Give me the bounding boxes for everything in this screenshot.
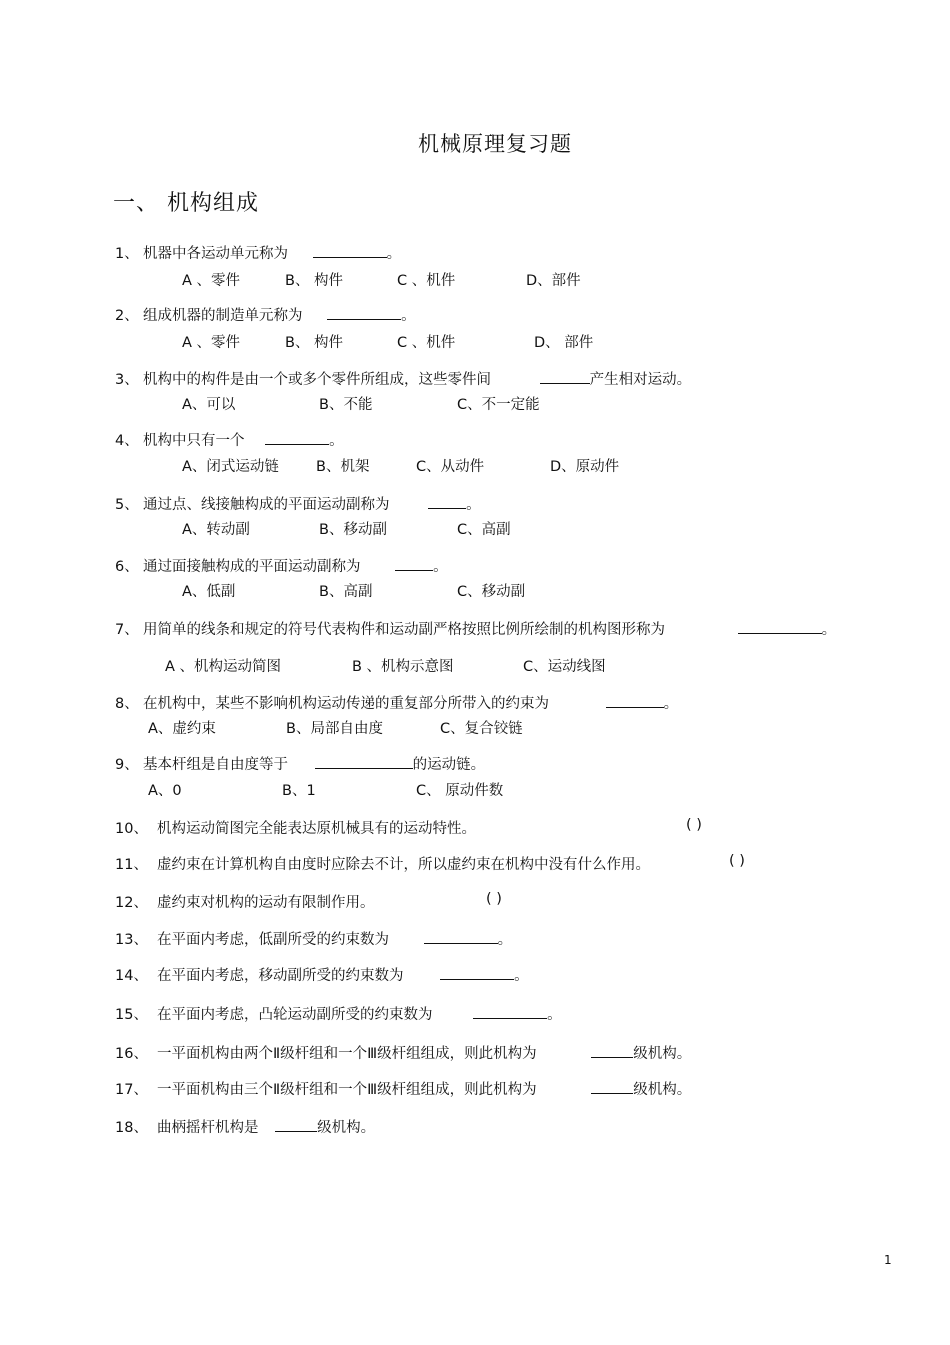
answer-blank[interactable] xyxy=(395,557,433,571)
question-suffix: 。 xyxy=(821,622,837,638)
option-b[interactable]: B、局部自由度 xyxy=(286,721,383,737)
question-number: 2、 xyxy=(115,308,139,324)
question-text: 机器中各运动单元称为 xyxy=(143,246,288,262)
question-text: 一平面机构由三个Ⅱ级杆组和一个Ⅲ级杆组组成，则此机构为 xyxy=(157,1082,537,1098)
question-suffix: 级机构。 xyxy=(633,1082,692,1098)
option-a[interactable]: A、低副 xyxy=(182,584,236,600)
true-false-bracket[interactable]: ( ) xyxy=(486,891,502,907)
question-15 xyxy=(115,1003,562,1024)
question-11 xyxy=(115,853,650,874)
question-suffix: 。 xyxy=(329,433,344,449)
question-text: 曲柄摇杆机构是 xyxy=(157,1120,259,1136)
option-c[interactable]: C、不一定能 xyxy=(457,397,540,413)
option-b[interactable]: B、不能 xyxy=(319,397,373,413)
question-14 xyxy=(115,964,529,985)
option-d[interactable]: D、部件 xyxy=(526,273,581,289)
question-number: 8、 xyxy=(115,696,139,712)
question-12 xyxy=(115,891,375,912)
question-5 xyxy=(115,493,481,514)
answer-blank[interactable] xyxy=(315,755,413,769)
answer-blank[interactable] xyxy=(428,495,466,509)
true-false-bracket[interactable]: ( ) xyxy=(686,817,702,833)
question-suffix: 。 xyxy=(433,559,448,575)
option-c[interactable]: C、运动线图 xyxy=(523,659,606,675)
question-3 xyxy=(115,368,691,389)
question-2 xyxy=(115,304,416,325)
question-text: 用简单的线条和规定的符号代表构件和运动副严格按照比例所绘制的机构图形称为 xyxy=(143,622,665,638)
question-suffix: 。 xyxy=(466,497,481,513)
option-b[interactable]: B 、机构示意图 xyxy=(352,659,454,675)
question-number: 13、 xyxy=(115,932,148,948)
question-suffix: 级机构。 xyxy=(633,1046,692,1062)
page-number: 1 xyxy=(884,1253,892,1267)
question-suffix: 的运动链。 xyxy=(412,757,486,773)
question-suffix: 。 xyxy=(547,1007,562,1023)
question-number: 14、 xyxy=(115,968,148,984)
question-text: 组成机器的制造单元称为 xyxy=(143,308,303,324)
option-b[interactable]: B、1 xyxy=(282,783,316,799)
question-16 xyxy=(115,1042,691,1063)
question-9 xyxy=(115,753,485,774)
question-text: 在平面内考虑，低副所受的约束数为 xyxy=(157,932,389,948)
option-b[interactable]: B、 构件 xyxy=(285,335,344,351)
answer-blank[interactable] xyxy=(440,966,514,980)
option-a[interactable]: A 、零件 xyxy=(182,273,241,289)
question-text: 在平面内考虑，凸轮运动副所受的约束数为 xyxy=(157,1007,433,1023)
question-text: 通过面接触构成的平面运动副称为 xyxy=(143,559,361,575)
question-suffix: 。 xyxy=(401,308,416,324)
question-number: 10、 xyxy=(115,821,148,837)
question-number: 6、 xyxy=(115,559,139,575)
answer-blank[interactable] xyxy=(591,1044,633,1058)
option-a[interactable]: A、转动副 xyxy=(182,522,250,538)
question-suffix: 。 xyxy=(514,968,529,984)
question-13 xyxy=(115,928,512,949)
answer-blank[interactable] xyxy=(424,930,498,944)
answer-blank[interactable] xyxy=(265,431,329,445)
question-text: 虚约束在计算机构自由度时应除去不计，所以虚约束在机构中没有什么作用。 xyxy=(157,857,650,873)
question-10 xyxy=(115,817,476,838)
option-a[interactable]: A、0 xyxy=(148,783,182,799)
option-b[interactable]: B、移动副 xyxy=(319,522,387,538)
option-a[interactable]: A、虚约束 xyxy=(148,721,216,737)
option-a[interactable]: A、闭式运动链 xyxy=(182,459,279,475)
question-text: 虚约束对机构的运动有限制作用。 xyxy=(157,895,375,911)
question-suffix: 。 xyxy=(386,246,402,262)
option-a[interactable]: A 、零件 xyxy=(182,335,241,351)
question-number: 7、 xyxy=(115,622,139,638)
answer-blank[interactable] xyxy=(313,244,387,258)
question-suffix: 。 xyxy=(663,696,679,712)
question-suffix: 产生相对运动。 xyxy=(589,372,692,388)
question-number: 18、 xyxy=(115,1120,148,1136)
question-17 xyxy=(115,1078,691,1099)
question-number: 5、 xyxy=(115,497,139,513)
question-number: 1、 xyxy=(115,246,139,262)
question-text: 机构中的构件是由一个或多个零件所组成，这些零件间 xyxy=(143,372,491,388)
question-number: 16、 xyxy=(115,1046,148,1062)
option-c[interactable]: C、从动件 xyxy=(416,459,485,475)
question-number: 11、 xyxy=(115,857,148,873)
question-6 xyxy=(115,555,448,576)
answer-blank[interactable] xyxy=(540,370,590,384)
option-c[interactable]: C、高副 xyxy=(457,522,511,538)
page-title: 机械原理复习题 xyxy=(418,132,572,156)
question-1 xyxy=(115,242,401,263)
option-b[interactable]: B、 构件 xyxy=(285,273,344,289)
question-number: 15、 xyxy=(115,1007,148,1023)
answer-blank[interactable] xyxy=(738,620,822,634)
question-text: 在机构中，某些不影响机构运动传递的重复部分所带入的约束为 xyxy=(143,696,549,712)
question-number: 12、 xyxy=(115,895,148,911)
question-text: 在平面内考虑，移动副所受的约束数为 xyxy=(157,968,404,984)
true-false-bracket[interactable]: ( ) xyxy=(729,853,745,869)
answer-blank[interactable] xyxy=(473,1005,547,1019)
answer-blank[interactable] xyxy=(327,306,401,320)
option-d[interactable]: D、 部件 xyxy=(534,335,594,351)
section-title: 一、 机构组成 xyxy=(113,191,259,216)
option-c[interactable]: C、 原动件数 xyxy=(416,783,504,799)
answer-blank[interactable] xyxy=(591,1080,633,1094)
option-d[interactable]: D、原动件 xyxy=(550,459,620,475)
question-text: 机构中只有一个 xyxy=(143,433,245,449)
option-a[interactable]: A、可以 xyxy=(182,397,236,413)
question-text: 基本杆组是自由度等于 xyxy=(143,757,288,773)
question-suffix: 级机构。 xyxy=(317,1120,376,1136)
question-7 xyxy=(115,618,836,639)
question-suffix: 。 xyxy=(497,932,513,948)
option-c[interactable]: C、移动副 xyxy=(457,584,526,600)
question-8 xyxy=(115,692,678,713)
question-4 xyxy=(115,429,344,450)
question-number: 17、 xyxy=(115,1082,148,1098)
question-text: 机构运动简图完全能表达原机械具有的运动特性。 xyxy=(157,821,476,837)
option-c[interactable]: C 、机件 xyxy=(397,273,456,289)
question-number: 4、 xyxy=(115,433,139,449)
option-a[interactable]: A 、机构运动简图 xyxy=(165,659,282,675)
question-18 xyxy=(115,1116,375,1137)
option-b[interactable]: B、机架 xyxy=(316,459,370,475)
option-c[interactable]: C 、机件 xyxy=(397,335,456,351)
option-c[interactable]: C、复合铰链 xyxy=(440,721,523,737)
question-text: 通过点、线接触构成的平面运动副称为 xyxy=(143,497,390,513)
answer-blank[interactable] xyxy=(606,694,664,708)
answer-blank[interactable] xyxy=(275,1118,317,1132)
question-number: 3、 xyxy=(115,372,139,388)
question-number: 9、 xyxy=(115,757,139,773)
question-text: 一平面机构由两个Ⅱ级杆组和一个Ⅲ级杆组组成，则此机构为 xyxy=(157,1046,537,1062)
option-b[interactable]: B、高副 xyxy=(319,584,373,600)
